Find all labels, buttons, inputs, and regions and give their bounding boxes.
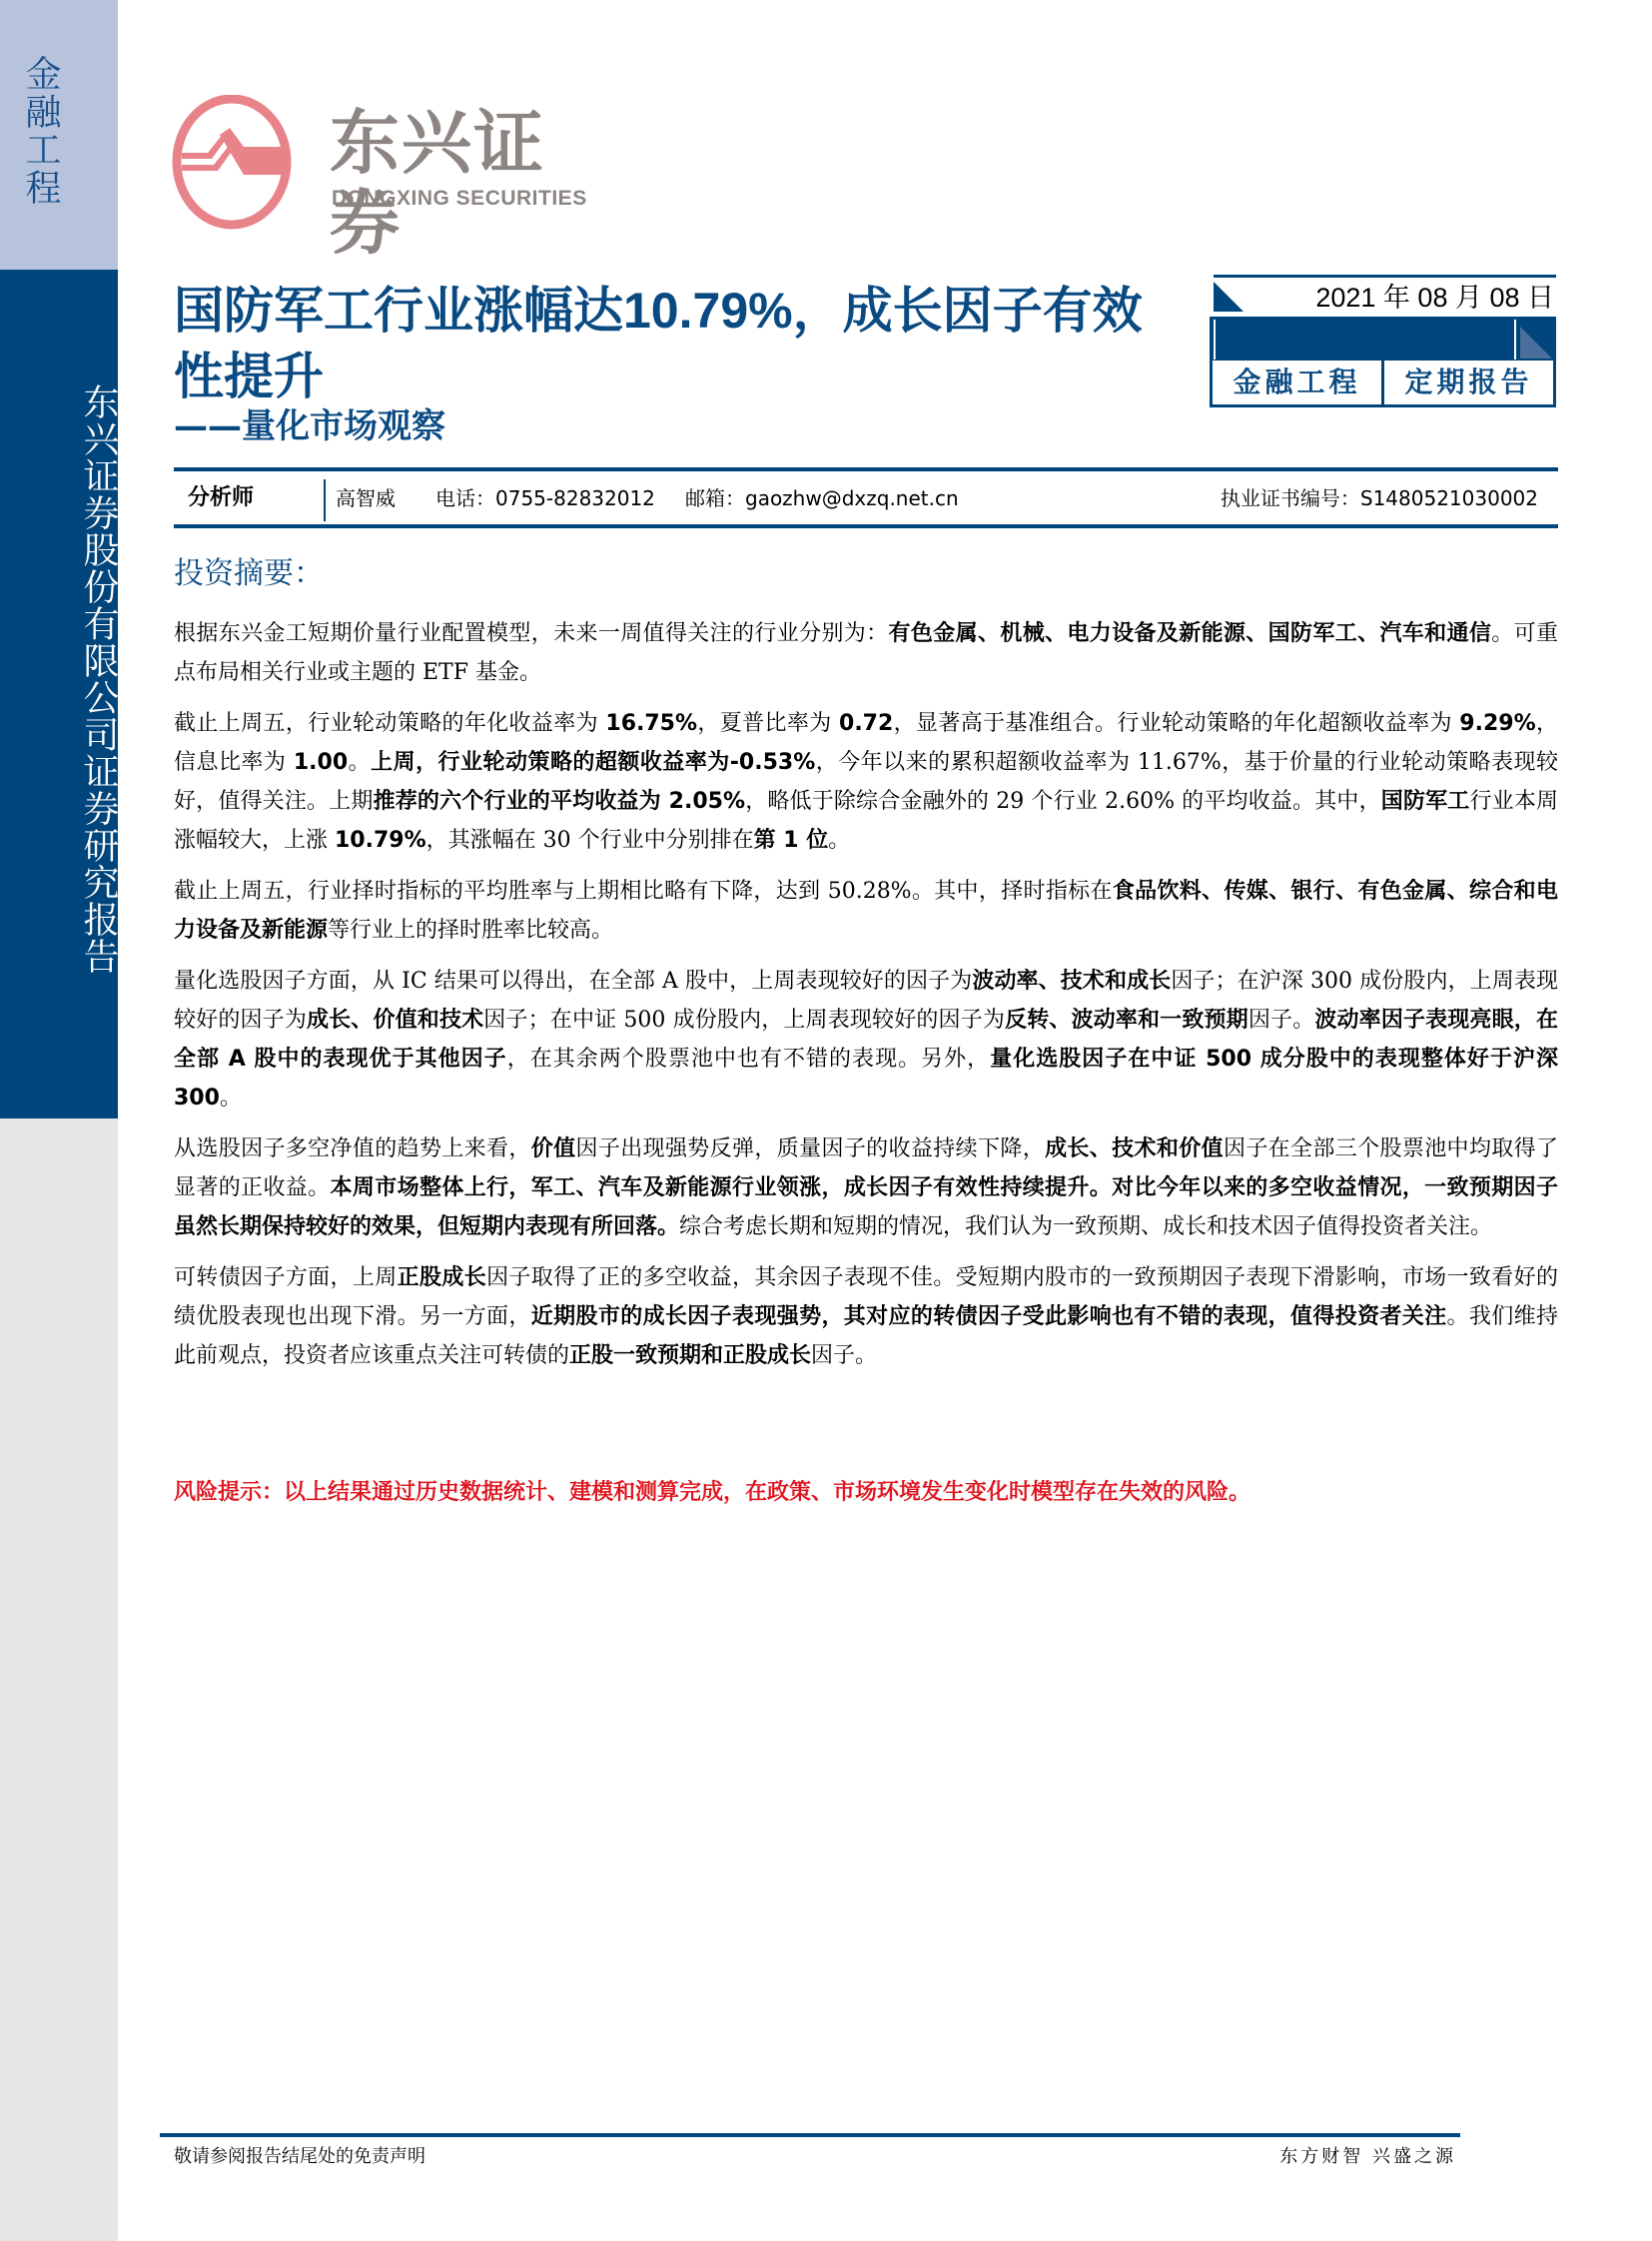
analyst-label: 分析师: [188, 485, 255, 510]
body-text: 。可重点布局相关行业或主题的 ETF 基金。: [174, 621, 1558, 685]
sidebar: [0, 0, 118, 2241]
body-text: 因子；在沪深 300 成份股内，上周表现较好的因子为: [174, 969, 1558, 1033]
body-text: ，今年以来的累积超额收益率为 11.67%，基于价量的行业轮动策略表现较好，值得关注。上期: [174, 750, 1558, 814]
body-text: 。: [828, 828, 851, 853]
bar-divider: [1514, 320, 1516, 360]
body-text: ，显著高于基准组合。行业轮动策略的年化超额收益率为: [893, 711, 1460, 736]
analyst-divider: [324, 479, 326, 521]
emphasis-text: 10.79%: [335, 828, 426, 853]
emphasis-text: 0.72: [839, 711, 894, 736]
emphasis-text: 正股成长: [397, 1265, 487, 1290]
analyst-email[interactable]: 邮箱：gaozhw@dxzq.net.cn: [685, 486, 959, 510]
body-text: 因子。: [1247, 1008, 1315, 1033]
header-rule: [174, 467, 1558, 471]
sidebar-category-label: 金融工程: [20, 55, 61, 207]
analyst-row: [174, 475, 1558, 521]
body-text: 截止上周五，行业择时指标的平均胜率与上期相比略有下降，达到 50.28%。其中，择时指标在: [174, 879, 1113, 904]
emphasis-text: 1.00: [293, 750, 349, 775]
sidebar-company-band: [0, 270, 118, 1119]
summary-paragraph: [174, 1129, 1558, 1246]
body-text: 因子在全部三个股票池中均取得了显著的正收益。: [174, 1136, 1558, 1200]
tag-report-type: 定期报告: [1381, 361, 1553, 404]
sidebar-category-band: [0, 0, 118, 270]
corner-triangle-icon: [1520, 327, 1552, 359]
summary-heading: 投资摘要：: [174, 556, 324, 591]
summary-paragraph: [174, 614, 1558, 692]
body-text: ，略低于除综合金融外的 29 个行业 2.60% 的平均收益。其中，: [745, 789, 1381, 814]
body-text: 因子出现强势反弹，质量因子的收益持续下降，: [575, 1136, 1046, 1161]
emphasis-text: 成长、技术和价值: [1045, 1136, 1224, 1161]
footer-rule: [160, 2133, 1460, 2137]
body-text: 因子。: [811, 1343, 878, 1368]
analyst-certificate: 执业证书编号：S1480521030002: [1220, 486, 1538, 510]
emphasis-text: 价值: [530, 1136, 576, 1161]
body-text: ，其涨幅在 30 个行业中分别排在: [425, 828, 754, 853]
body-text: 可转债因子方面，上周: [174, 1265, 398, 1290]
body-text: 从选股因子多空净值的趋势上来看，: [174, 1136, 531, 1161]
report-tags: [1210, 361, 1556, 407]
bar-divider: [1214, 320, 1216, 360]
logo-name-cn: 东兴证券: [330, 102, 545, 264]
summary-paragraph: [174, 872, 1558, 950]
emphasis-text: 国防军工: [1380, 789, 1470, 814]
summary-paragraph: [174, 962, 1558, 1118]
sidebar-company-label: 东兴证券股份有限公司证券研究报告: [78, 383, 119, 975]
emphasis-text: 正股一致预期和正股成长: [569, 1343, 812, 1368]
logo-name-en: DONGXING SECURITIES: [332, 187, 587, 210]
emphasis-text: 食品饮料、传媒、银行、有色金属、综合和电力设备及新能源: [174, 879, 1558, 943]
emphasis-text: 有色金属、机械、电力设备及新能源、国防军工、汽车和通信: [888, 621, 1492, 646]
corner-triangle-icon: [1214, 282, 1243, 312]
body-text: 根据东兴金工短期价量行业配置模型，未来一周值得关注的行业分别为：: [174, 621, 889, 646]
body-text: ，在其余两个股票池中也有不错的表现。另外，: [506, 1047, 991, 1072]
emphasis-text: 波动率、技术和成长: [972, 969, 1172, 994]
body-text: ，信息比率为: [174, 711, 1558, 775]
emphasis-text: 推荐的六个行业的平均收益为 2.05%: [373, 789, 746, 814]
emphasis-text: 近期股市的成长因子表现强势，其对应的转债因子受此影响也有不错的表现，值得投资者关注: [530, 1304, 1447, 1329]
body-text: 。: [348, 750, 372, 775]
body-text: ，夏普比率为: [697, 711, 840, 736]
emphasis-text: 上周，行业轮动策略的超额收益率为-0.53%: [371, 750, 816, 775]
body-text: 因子取得了正的多空收益，其余因子表现不佳。受短期内股市的一致预期因子表现下滑影响，市场一致看好的绩优股表现也出现下滑。另一方面，: [174, 1265, 1558, 1329]
body-text: 行业本周涨幅较大，上涨: [174, 789, 1558, 853]
emphasis-text: 反转、波动率和一致预期: [1005, 1008, 1248, 1033]
analyst-phone: 电话：0755-82832012: [435, 486, 655, 510]
body-text: 量化选股因子方面，从 IC 结果可以得出，在全部 A 股中，上周表现较好的因子为: [174, 969, 973, 994]
report-title: 国防军工行业涨幅达10.79%，成长因子有效性提升: [174, 283, 1143, 404]
emphasis-text: 成长、价值和技术: [306, 1008, 484, 1033]
body-text: 因子；在中证 500 成份股内，上周表现较好的因子为: [483, 1008, 1006, 1033]
body-text: 综合考虑长期和短期的情况，我们认为一致预期、成长和技术因子值得投资者关注。: [679, 1214, 1493, 1239]
emphasis-text: 9.29%: [1459, 711, 1536, 736]
body-text: 。: [219, 1086, 242, 1111]
body-text: 。我们维持此前观点，投资者应该重点关注可转债的: [174, 1304, 1558, 1368]
body-text: 截止上周五，行业轮动策略的年化收益率为: [174, 711, 606, 736]
emphasis-text: 本周市场整体上行，军工、汽车及新能源行业领涨，成长因子有效性持续提升。对比今年以来的多空收益情况，一致预期因子虽然长期保持较好的效果，但短期内表现有所回落。: [174, 1175, 1558, 1239]
date-top-rule: [1214, 275, 1556, 278]
emphasis-text: 波动率因子表现亮眼，在全部 A 股中的表现优于其他因子: [174, 1008, 1558, 1072]
summary-body: [174, 614, 1558, 1387]
report-date: 2021 年 08 月 08 日: [1315, 283, 1554, 313]
tag-category: 金融工程: [1233, 366, 1361, 398]
emphasis-text: 16.75%: [605, 711, 698, 736]
summary-paragraph: [174, 1258, 1558, 1375]
footer-slogan: 东方财智 兴盛之源: [1279, 2146, 1456, 2167]
emphasis-text: 量化选股因子在中证 500 成分股中的表现整体好于沪深 300: [174, 1047, 1558, 1111]
footer-disclaimer[interactable]: 敬请参阅报告结尾处的免责声明: [174, 2146, 425, 2167]
analyst-name: 高智威: [336, 486, 396, 510]
date-bar: [1210, 317, 1556, 361]
summary-paragraph: [174, 704, 1558, 860]
dongxing-logo-icon: [172, 95, 292, 230]
report-subtitle: ——量化市场观察: [174, 406, 445, 446]
body-text: 等行业上的择时胜率比较高。: [328, 918, 614, 943]
risk-warning: 风险提示：以上结果通过历史数据统计、建模和测算完成，在政策、市场环境发生变化时模型存在失效的风险。: [174, 1480, 1251, 1505]
date-tag-box: [1209, 275, 1556, 407]
analyst-rule: [174, 524, 1558, 528]
emphasis-text: 第 1 位: [753, 828, 829, 853]
company-logo: [172, 95, 611, 264]
